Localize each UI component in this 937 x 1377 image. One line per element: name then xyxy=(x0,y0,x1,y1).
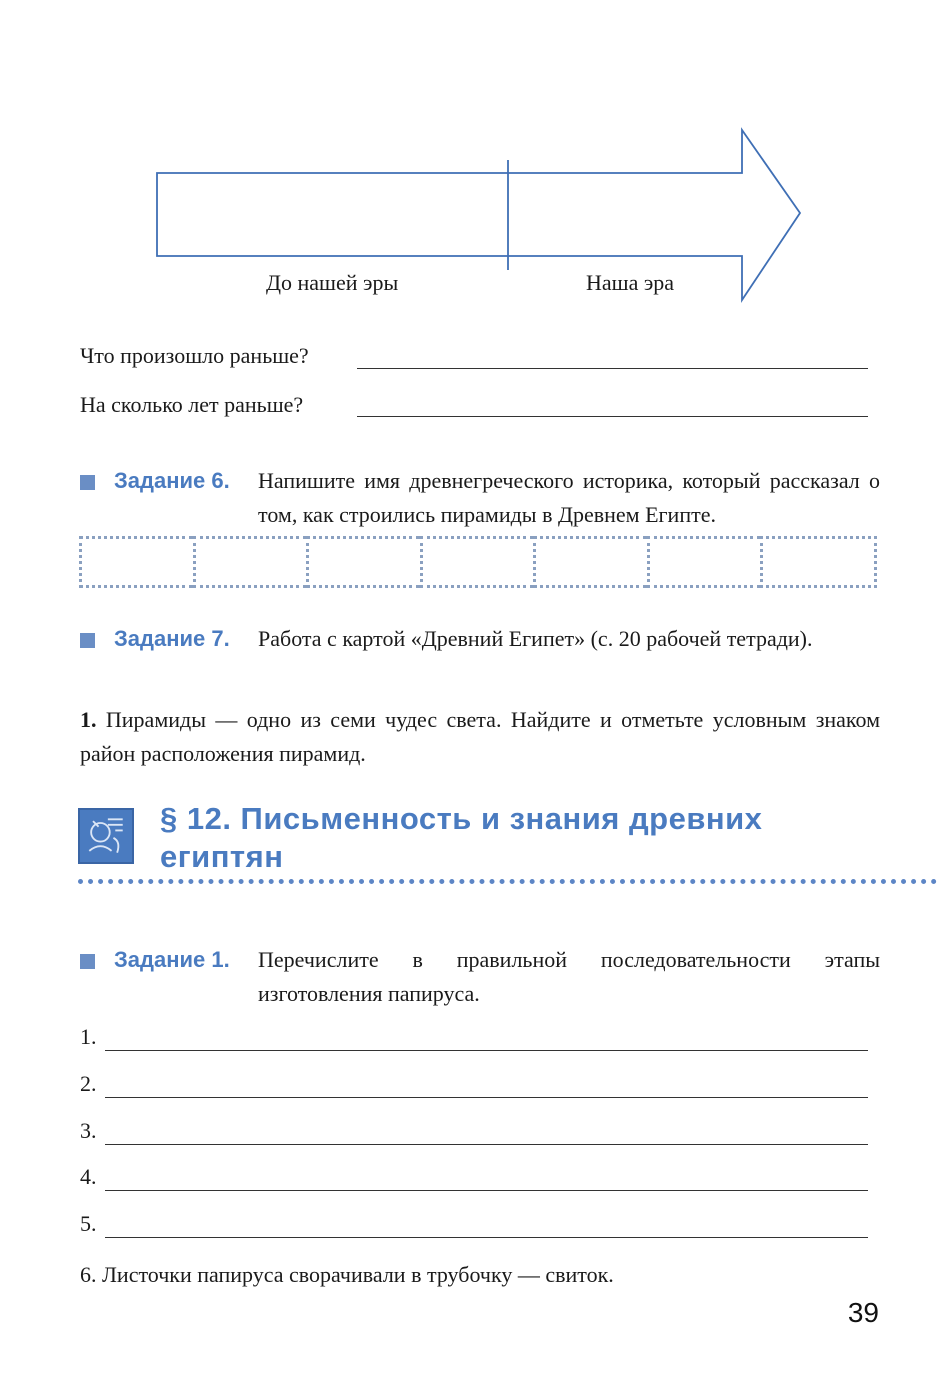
task-marker-icon xyxy=(80,954,95,969)
step-number: 1. xyxy=(80,1024,97,1049)
bc-label: До нашей эры xyxy=(266,270,399,295)
task-6-text: Напишите имя древнегреческого историка, который рассказал о том, как строились пирамиды в Древнем Египте. xyxy=(258,468,880,527)
letter-cell[interactable] xyxy=(647,536,761,588)
page-number: 39 xyxy=(847,1297,879,1328)
section-title-line-2: египтян xyxy=(160,839,284,874)
letter-cell[interactable] xyxy=(79,536,193,588)
letter-cells xyxy=(79,536,877,588)
letter-cell[interactable] xyxy=(420,536,534,588)
task-marker-icon xyxy=(80,633,95,648)
task-7-title: Задание 7. xyxy=(114,626,230,651)
task-7-item-text: Пирамиды — одно из семи чудес света. Найдите и отметьте условным знаком район расположения пирамид. xyxy=(80,707,880,766)
task-1 xyxy=(80,943,880,1013)
section-title xyxy=(160,800,860,876)
step-answer-line[interactable] xyxy=(105,1050,868,1051)
letter-cell[interactable] xyxy=(760,536,877,588)
step-number: 4. xyxy=(80,1164,97,1189)
ad-label: Наша эра xyxy=(586,270,675,295)
task-7 xyxy=(80,622,880,692)
task-1-text: Перечислите в правильной последовательности этапы изготовления папируса. xyxy=(258,947,880,1006)
step-6-text: 6. Листочки папируса сворачивали в трубочку — свиток. xyxy=(80,1262,614,1287)
answer-field-earlier[interactable] xyxy=(357,368,868,369)
step-number: 5. xyxy=(80,1211,97,1236)
task-6 xyxy=(80,464,880,534)
arrow-shape xyxy=(157,130,800,300)
step-answer-line[interactable] xyxy=(105,1097,868,1098)
task-1-title: Задание 1. xyxy=(114,947,230,972)
step-answer-line[interactable] xyxy=(105,1190,868,1191)
task-marker-icon xyxy=(80,475,95,490)
section-icon xyxy=(78,808,134,864)
letter-cell[interactable] xyxy=(306,536,420,588)
task-7-text: Работа с картой «Древний Египет» (с. 20 рабочей тетради). xyxy=(258,626,813,651)
step-number: 3. xyxy=(80,1118,97,1143)
section-title-line-1: § 12. Письменность и знания древних xyxy=(160,801,763,836)
step-answer-line[interactable] xyxy=(105,1237,868,1238)
task-6-title: Задание 6. xyxy=(114,468,230,493)
task-7-item-number: 1. xyxy=(80,707,97,732)
step-answer-line[interactable] xyxy=(105,1144,868,1145)
letter-cell[interactable] xyxy=(533,536,647,588)
section-divider xyxy=(78,879,937,884)
answer-field-years[interactable] xyxy=(357,416,868,417)
question-how-many-years: На сколько лет раньше? xyxy=(80,392,304,417)
letter-cell[interactable] xyxy=(193,536,307,588)
task-7-item xyxy=(80,703,880,771)
question-earlier: Что произошло раньше? xyxy=(80,343,309,368)
step-number: 2. xyxy=(80,1071,97,1096)
timeline-arrow xyxy=(150,125,810,310)
